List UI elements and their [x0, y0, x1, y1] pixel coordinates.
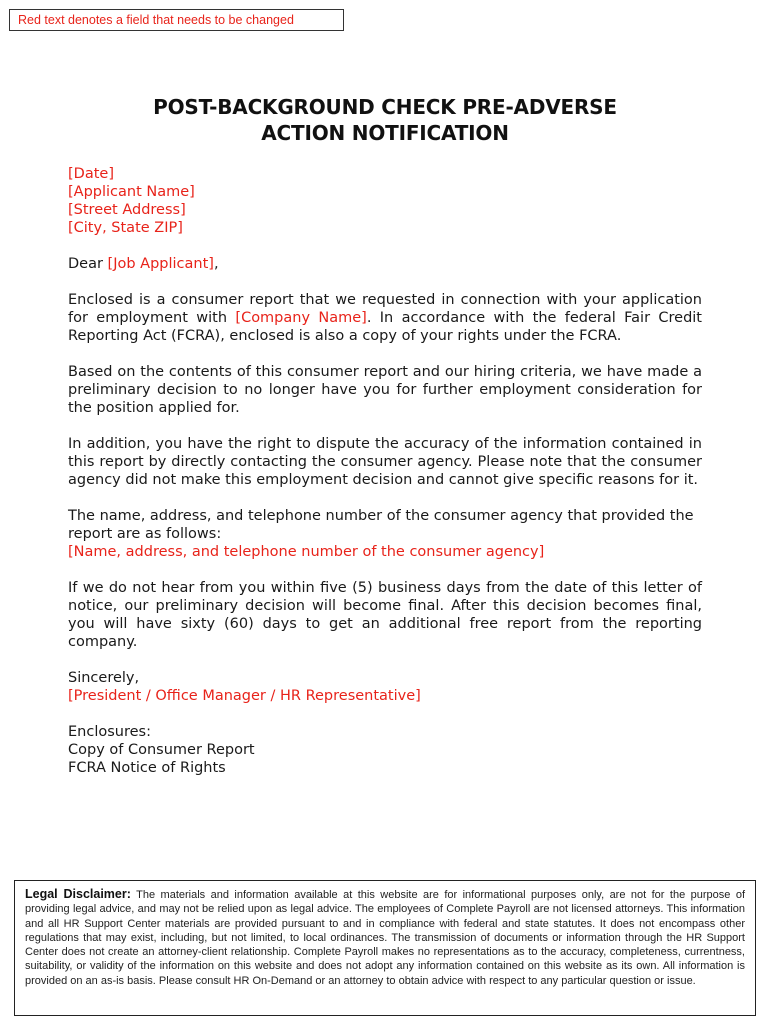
salutation-suffix: ,: [213, 256, 219, 272]
page-title: [0, 94, 770, 146]
red-text-notice: Red text denotes a field that needs to be changed: [9, 9, 344, 31]
paragraph-final-decision: If we do not hear from you within five (5) business days from the date of this letter of notice, our preliminary decision will become final. After this decision becomes final, you will have sixty (60) days to get an additional free report from the reporting company.: [68, 580, 702, 650]
paragraph-agency-info: [68, 507, 702, 561]
city-state-zip-field: [City, State ZIP]: [68, 220, 183, 236]
salutation-prefix: Dear: [68, 256, 108, 272]
agency-info-field: [Name, address, and telephone number of the consumer agency]: [68, 544, 545, 560]
letter-body: [68, 165, 702, 795]
enclosures-block: [68, 723, 702, 777]
para1-before: Enclosed is a consumer report that we requested in connection with your application for employment with: [68, 292, 702, 326]
para1-after: . In accordance with the federal Fair Credit Reporting Act (FCRA), enclosed is also a copy of your rights under the FCRA.: [68, 310, 702, 344]
enclosure-item: Copy of Consumer Report: [68, 742, 255, 758]
title-line-2: ACTION NOTIFICATION: [261, 121, 509, 145]
sincerely: Sincerely,: [68, 670, 140, 686]
salutation: [68, 255, 702, 273]
title-line-1: POST-BACKGROUND CHECK PRE-ADVERSE: [153, 95, 617, 119]
disclaimer-label: Legal Disclaimer:: [25, 887, 131, 901]
enclosure-item: FCRA Notice of Rights: [68, 760, 226, 776]
paragraph-preliminary-decision: Based on the contents of this consumer report and our hiring criteria, we have made a preliminary decision to no longer have you for further employment consideration for the position applied for.: [68, 364, 702, 416]
date-field: [Date]: [68, 166, 114, 182]
enclosures-label: Enclosures:: [68, 724, 151, 740]
address-block: [68, 165, 702, 237]
closing-block: [68, 669, 702, 705]
agency-info-text: The name, address, and telephone number of the consumer agency that provided the report are as follows:: [68, 508, 694, 542]
paragraph-consumer-report: [68, 291, 702, 345]
legal-disclaimer: [14, 880, 756, 1016]
street-address-field: [Street Address]: [68, 202, 186, 218]
job-applicant-field: [Job Applicant]: [107, 256, 214, 272]
paragraph-dispute-rights: In addition, you have the right to dispute the accuracy of the information contained in this report by directly contacting the consumer agency. Please note that the consumer agency did not make this employment decision and cannot give specific reasons for it.: [68, 436, 702, 488]
signer-field: [President / Office Manager / HR Representative]: [68, 688, 421, 704]
applicant-name-field: [Applicant Name]: [68, 184, 195, 200]
disclaimer-text: The materials and information available at this website are for informational purposes only, are not for the purpose of providing legal advice, and may not be relied upon as legal advice. The employees of Complete Payroll are not licensed attorneys. This information and all HR Support Center materials are provided pursuant to and in compliance with federal and state statutes. It does not encompass other regulations that may exist, including, but not limited, to local ordinances. The transmission of documents or information through the HR Support Center does not create an attorney-client relationship. Complete Payroll makes no representations as to the accuracy, completeness, currentness, suitability, or validity of the information on this website and does not adopt any information contained on this website as its own. All information is provided on an as-is basis. Please consult HR On-Demand or an attorney to obtain advice with respect to any particular question or issue.: [25, 889, 745, 987]
company-name-field: [Company Name]: [235, 310, 367, 326]
